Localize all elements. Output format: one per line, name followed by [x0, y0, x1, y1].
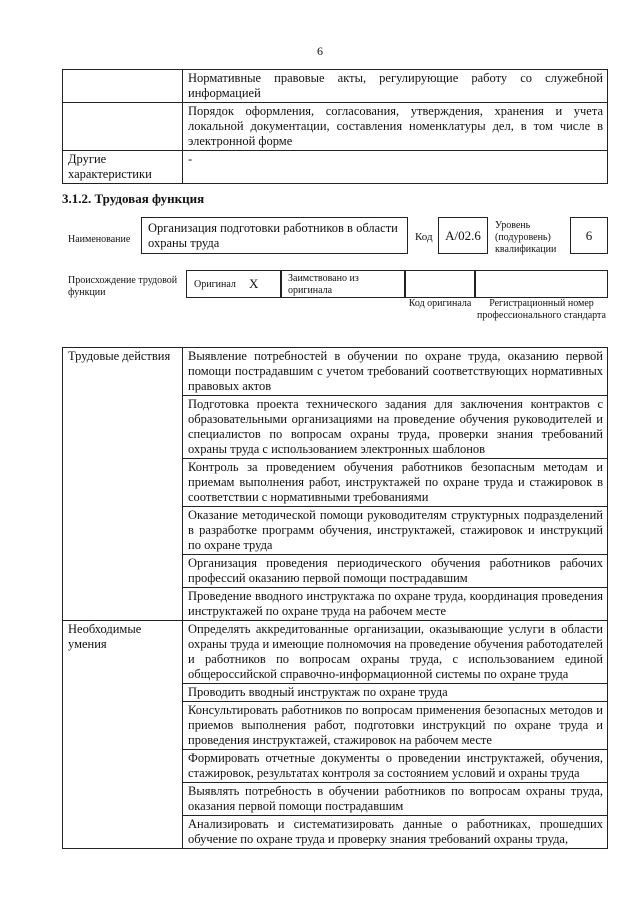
row-label [63, 103, 183, 151]
skill-item: Анализировать и систематизировать данные о работниках, прошедших обучение по охране труда и проверку знания требований охраны труда, [183, 816, 608, 849]
action-item: Организация проведения периодического обучения работников рабочих профессий оказанию первой помощи пострадавшим [183, 555, 608, 588]
row-text: Нормативные правовые акты, регулирующие работу со служебной информацией [183, 70, 608, 103]
action-item: Выявление потребностей в обучении по охране труда, оказанию первой помощи пострадавшим с учетом требований соответствующих нормативных правовых актов [183, 348, 608, 396]
table-row [63, 348, 608, 396]
section-heading: 3.1.2. Трудовая функция [62, 191, 205, 206]
code-box [438, 217, 488, 254]
level-label: Уровень (подуровень) квалификации [495, 220, 557, 255]
original-mark: X [249, 276, 259, 291]
row-label: Другие характеристики [63, 151, 183, 184]
code-label: Код [415, 231, 433, 243]
reg-number-label: Регистрационный номер профессионального стандарта [477, 298, 606, 321]
table-row [63, 70, 608, 103]
action-item: Проведение вводного инструктажа по охране труда, координация проведения инструктажей по охране труда на рабочем месте [183, 588, 608, 621]
row-text: - [183, 151, 608, 184]
original-label: Оригинал [194, 279, 236, 290]
level-box [570, 217, 608, 254]
function-name: Организация подготовки работников в области охраны труда [148, 221, 398, 250]
table-row [63, 103, 608, 151]
skill-item: Выявлять потребность в обучении работников по вопросам охраны труда, оказания первой помощи пострадавшим [183, 783, 608, 816]
table-row [63, 151, 608, 184]
name-box [141, 217, 408, 254]
original-box [186, 270, 281, 298]
origin-label: Происхождение трудовой функции [68, 275, 178, 298]
skill-item: Формировать отчетные документы о проведении инструктажей, обучения, стажировок, результатах контроля за состоянием условий и охраны труда [183, 750, 608, 783]
code-value: А/02.6 [445, 228, 481, 243]
characteristics-table [62, 69, 608, 184]
reg-number-box [475, 270, 608, 298]
page-number: 6 [317, 44, 323, 58]
action-item: Подготовка проекта технического задания для заключения контрактов с образовательными организациями на проведение обучения руководителей и специалистов по вопросам охраны труда, проверки знания требований охраны труда с использованием электронных шаблонов [183, 396, 608, 459]
origin-code-box [405, 270, 475, 298]
action-item: Оказание методической помощи руководителям структурных подразделений в разработке программ обучения, инструктажей, стажировок и инструкций по охране труда [183, 507, 608, 555]
row-text: Порядок оформления, согласования, утверждения, хранения и учета локальной документации, составления номенклатуры дел, в том числе в электронной форме [183, 103, 608, 151]
origin-code-label: Код оригинала [408, 298, 472, 309]
borrowed-box [281, 270, 405, 298]
borrowed-label: Заимствовано из оригинала [288, 273, 359, 296]
labor-function-table [62, 347, 608, 849]
skill-item: Консультировать работников по вопросам применения безопасных методов и приемов выполнения работ, подготовки инструкций по охране труда и проведения инструктажей, стажировок на рабочем месте [183, 702, 608, 750]
table-row [63, 621, 608, 684]
skill-item: Проводить вводный инструктаж по охране труда [183, 684, 608, 702]
level-value: 6 [585, 228, 593, 243]
row-label [63, 70, 183, 103]
name-label: Наименование [68, 234, 131, 245]
skill-item: Определять аккредитованные организации, оказывающие услуги в области охраны труда и имеющие полномочия на проведение обучения работодателей и работников по вопросам охраны труда, с использованием единой общероссийской справочно-информационной системы по охране труда [183, 621, 608, 684]
group-label-actions: Трудовые действия [63, 348, 183, 621]
group-label-skills: Необходимые умения [63, 621, 183, 849]
action-item: Контроль за проведением обучения работников безопасным методам и приемам выполнения работ, инструктажей по охране труда и стажировок в соответствии с нормативными требованиями [183, 459, 608, 507]
